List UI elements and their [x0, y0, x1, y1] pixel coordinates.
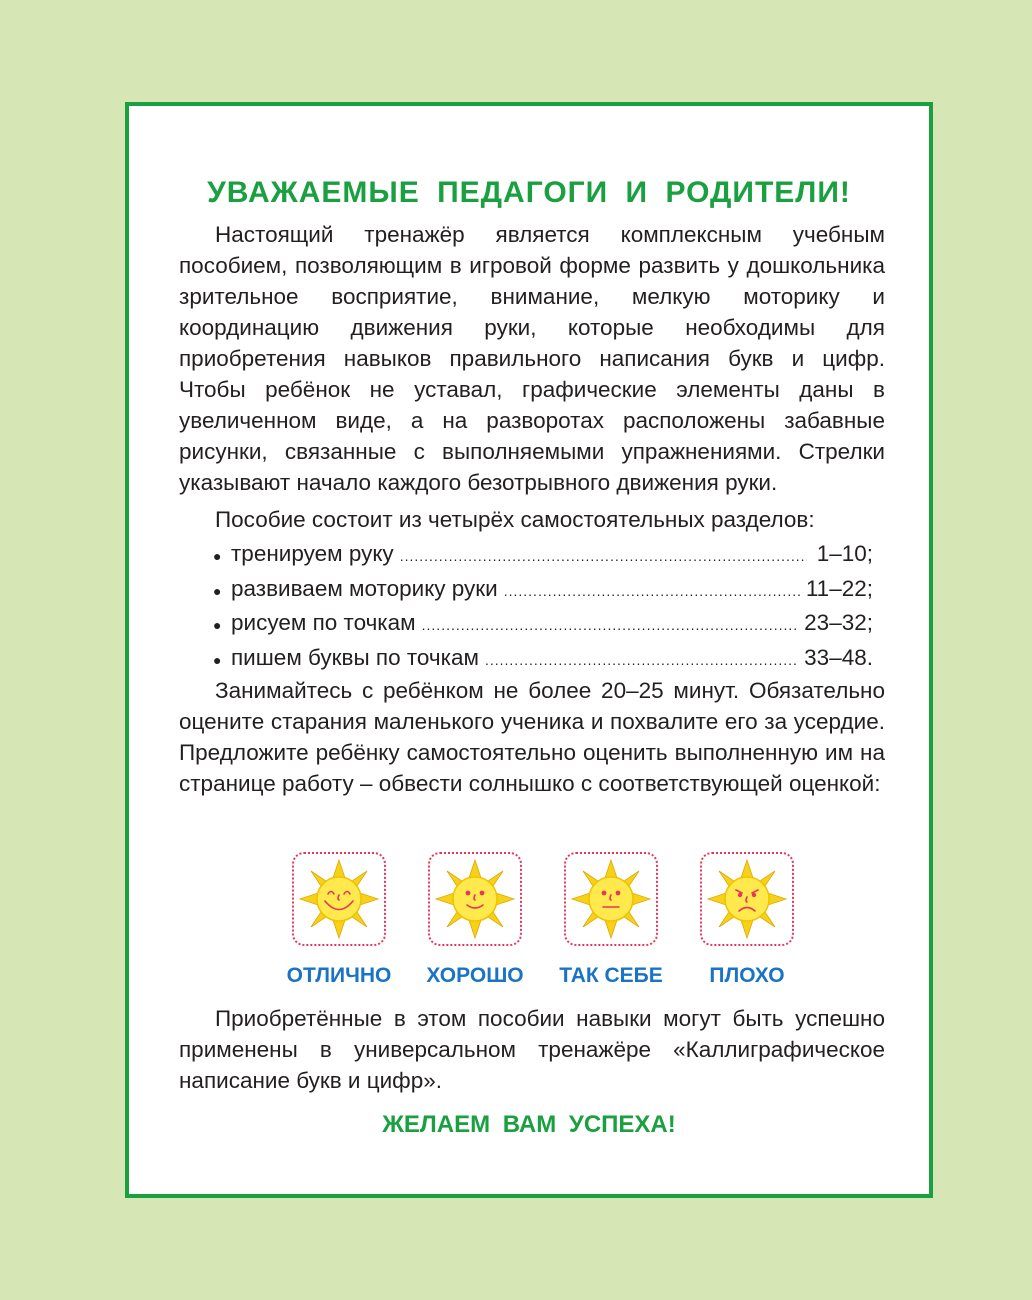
- page-frame: [125, 102, 933, 1198]
- page-title: УВАЖАЕМЫЕ ПЕДАГОГИ И РОДИТЕЛИ!: [207, 176, 851, 209]
- section-pages: 1–10;: [816, 541, 873, 566]
- dot-leader: [400, 541, 807, 573]
- rating-label: ПЛОХО: [709, 964, 785, 987]
- rating-excellent[interactable]: [279, 852, 399, 988]
- dot-leader: [504, 576, 800, 608]
- rating-good[interactable]: [415, 852, 535, 988]
- sun-good-icon: [430, 854, 520, 944]
- sections-intro-text: Пособие состоит из четырёх самостоятельных разделов:: [215, 507, 815, 532]
- sun-card: [292, 852, 386, 946]
- rating-suns: [279, 852, 789, 987]
- dot-leader: [485, 645, 798, 677]
- sections-list: [213, 538, 873, 676]
- bullet-icon: ●: [213, 582, 222, 599]
- sun-excellent-icon: [294, 854, 384, 944]
- list-item: [213, 538, 873, 573]
- section-pages: 33–48.: [804, 644, 873, 670]
- sun-so-so-icon: [566, 854, 656, 944]
- bullet-icon: ●: [213, 617, 222, 633]
- sun-card: [564, 852, 658, 946]
- closing-paragraph: [179, 1003, 885, 1096]
- list-item: [213, 642, 873, 677]
- intro-paragraph: [179, 219, 885, 498]
- advice-paragraph: [179, 675, 885, 799]
- rating-label: ОТЛИЧНО: [286, 964, 392, 987]
- wish-heading: ЖЕЛАЕМ ВАМ УСПЕХА!: [382, 1111, 676, 1138]
- section-title: рисуем по точкам: [231, 610, 416, 635]
- bullet-icon: ●: [213, 651, 222, 668]
- section-title: тренируем руку: [231, 541, 394, 566]
- dot-leader: [422, 610, 799, 642]
- sun-card: [428, 852, 522, 946]
- rating-so-so[interactable]: [551, 852, 671, 988]
- rating-label: ТАК СЕБЕ: [559, 964, 663, 987]
- rating-bad[interactable]: [687, 852, 807, 988]
- advice-text: Занимайтесь с ребёнком не более 20–25 минут. Обязательно оцените старания маленького ученика и похвалите его за усердие. Предложите ребёнку самостоятельно оценить выполненную им на странице работу – обвести солнышко с соответствующей оценкой:: [179, 678, 885, 796]
- section-title: пишем буквы по точкам: [231, 644, 479, 670]
- list-item: [213, 607, 873, 642]
- list-item: [213, 573, 873, 608]
- sun-bad-icon: [702, 854, 792, 944]
- section-title: развиваем моторику руки: [231, 575, 498, 601]
- intro-text: Настоящий тренажёр является комплексным учебным пособием, позволяющим в игровой форме развить у дошкольника зрительное восприятие, внимание, мелкую моторику и координацию движения руки, которые необходимы для приобретения навыков правильного написания букв и цифр. Чтобы ребёнок не уставал, графические элементы даны в увеличенном виде, а на разворотах расположены забавные рисунки, связанные с выполняемыми упражнениями. Стрелки указывают начало каждого безотрывного движения руки.: [179, 222, 885, 495]
- closing-text: Приобретённые в этом пособии навыки могут быть успешно применены в универсальном тренажёре «Каллиграфическое написание букв и цифр».: [179, 1006, 885, 1093]
- section-pages: 11–22;: [805, 575, 873, 601]
- section-pages: 23–32;: [804, 610, 873, 635]
- sections-intro: [179, 504, 885, 535]
- sun-card: [700, 852, 794, 946]
- rating-label: ХОРОШО: [426, 964, 524, 987]
- bullet-icon: ●: [213, 548, 222, 564]
